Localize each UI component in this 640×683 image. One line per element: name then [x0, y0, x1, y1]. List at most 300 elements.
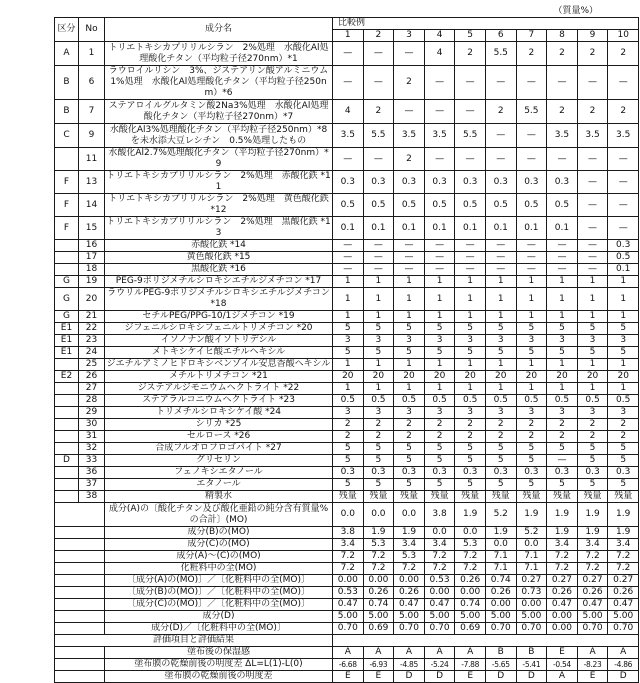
value-cell: 1 [363, 359, 394, 371]
evaluation-value-cell: D [424, 671, 455, 683]
summary-row [55, 575, 639, 587]
value-cell: 0.5 [455, 194, 486, 217]
value-cell: — [333, 252, 364, 264]
value-cell: — [424, 148, 455, 171]
component-name-cell: メチルトリメチコン *21 [105, 371, 333, 383]
component-row [55, 347, 639, 359]
summary-label-cell: 化粧料中の全(MO) [105, 563, 333, 575]
value-cell: 0.3 [333, 467, 364, 479]
summary-value-cell: 7.1 [516, 551, 547, 563]
summary-label-cell: 〔成分(A)の(MO)〕／〔化粧料中の全(MO)〕 [105, 575, 333, 587]
kubun-cell: C [55, 124, 79, 148]
component-name-cell: 黒酸化鉄 *16 [105, 264, 333, 276]
value-cell: 1 [363, 383, 394, 395]
value-cell: 0.3 [577, 467, 608, 479]
evaluation-value-cell: D [608, 671, 639, 683]
value-cell: 5 [424, 443, 455, 455]
value-cell: 20 [363, 371, 394, 383]
summary-value-cell: 0.47 [424, 599, 455, 611]
component-name-cell: 黄色酸化鉄 *15 [105, 252, 333, 264]
summary-value-cell: 0.0 [455, 527, 486, 539]
value-cell: 2 [608, 419, 639, 431]
value-cell: 1 [577, 276, 608, 288]
value-cell: 2 [516, 431, 547, 443]
value-cell: 1 [333, 383, 364, 395]
value-cell: — [424, 66, 455, 100]
value-cell: 0.5 [485, 395, 516, 407]
value-cell: 5 [485, 443, 516, 455]
summary-value-cell: 0.00 [394, 575, 425, 587]
value-cell: 5 [394, 323, 425, 335]
summary-value-cell: 0.26 [394, 587, 425, 599]
value-cell: 2 [547, 42, 578, 66]
summary-value-cell: 0.00 [547, 623, 578, 635]
value-cell: 5 [516, 479, 547, 491]
value-cell: — [485, 124, 516, 148]
value-cell: 5 [608, 443, 639, 455]
value-cell: 0.5 [547, 395, 578, 407]
summary-value-cell: 0.00 [455, 587, 486, 599]
value-cell: 2 [547, 431, 578, 443]
kubun-cell [55, 264, 79, 276]
value-cell: — [547, 66, 578, 100]
value-cell: 3 [455, 407, 486, 419]
kubun-cell [55, 443, 79, 455]
value-cell: 2 [485, 431, 516, 443]
summary-value-cell: 1.9 [363, 527, 394, 539]
column-header-10: 10 [608, 30, 639, 42]
summary-value-cell: 5.00 [455, 611, 486, 623]
summary-label-cell: 〔成分(B)の(MO)〕／〔化粧料中の全(MO)〕 [105, 587, 333, 599]
value-cell: 0.3 [333, 171, 364, 194]
value-cell: 5 [516, 323, 547, 335]
evaluation-value-cell: E [333, 671, 364, 683]
value-cell: 5 [516, 455, 547, 467]
value-cell: 残量 [333, 491, 364, 503]
value-cell: 20 [608, 371, 639, 383]
value-cell: 残量 [547, 491, 578, 503]
value-cell: 0.3 [394, 171, 425, 194]
value-cell: 3 [485, 335, 516, 347]
summary-value-cell: 5.3 [394, 551, 425, 563]
summary-value-cell: 0.70 [516, 623, 547, 635]
value-cell: 0.3 [547, 467, 578, 479]
evaluation-value-cell: D [394, 671, 425, 683]
value-cell: 20 [547, 371, 578, 383]
value-cell: — [363, 252, 394, 264]
evaluation-value-cell: B [485, 647, 516, 659]
value-cell: — [547, 148, 578, 171]
value-cell: 5 [485, 323, 516, 335]
summary-value-cell: 0.26 [577, 587, 608, 599]
kubun-cell [55, 419, 79, 431]
summary-value-cell: 0.26 [455, 575, 486, 587]
value-cell: — [394, 252, 425, 264]
value-cell: — [333, 66, 364, 100]
evaluation-left-spacer [55, 671, 105, 683]
header-component-name: 成分名 [105, 18, 333, 42]
component-name-cell: ラウロイルリシン 3%、ジステアリン酸アルミニウム 1%処理 水酸化Al処理酸化チタン（平均粒子径250nm）*6 [105, 66, 333, 100]
summary-value-cell: 5.00 [516, 611, 547, 623]
column-header-6: 6 [485, 30, 516, 42]
value-cell: — [394, 264, 425, 276]
component-name-cell: トリメチルシロキシケイ酸 *24 [105, 407, 333, 419]
value-cell: 1 [455, 311, 486, 323]
evaluation-value-cell: -5.65 [485, 659, 516, 671]
summary-value-cell: 7.2 [363, 551, 394, 563]
value-cell: — [455, 264, 486, 276]
value-cell: — [455, 148, 486, 171]
value-cell: — [455, 66, 486, 100]
value-cell: — [577, 252, 608, 264]
component-row [55, 371, 639, 383]
value-cell: 5 [424, 347, 455, 359]
evaluation-value-cell: E [363, 671, 394, 683]
value-cell: 1 [547, 311, 578, 323]
column-header-1: 1 [333, 30, 364, 42]
value-cell: 5 [516, 347, 547, 359]
summary-value-cell: 1.9 [577, 527, 608, 539]
value-cell: — [608, 171, 639, 194]
value-cell: 1 [363, 276, 394, 288]
summary-value-cell: 0.74 [363, 599, 394, 611]
summary-row [55, 611, 639, 623]
value-cell: 1 [394, 288, 425, 311]
value-cell: 5 [455, 347, 486, 359]
value-cell: 5 [455, 443, 486, 455]
value-cell: 0.5 [424, 395, 455, 407]
kubun-cell: E1 [55, 347, 79, 359]
value-cell: — [424, 252, 455, 264]
component-row [55, 323, 639, 335]
summary-left-spacer [55, 503, 105, 527]
no-cell: 17 [79, 252, 105, 264]
value-cell: 5 [547, 323, 578, 335]
no-cell: 9 [79, 124, 105, 148]
value-cell: 5 [455, 455, 486, 467]
column-header-9: 9 [577, 30, 608, 42]
header-row-group [55, 18, 639, 30]
value-cell: 3 [424, 407, 455, 419]
value-cell: 残量 [455, 491, 486, 503]
summary-value-cell: 5.3 [363, 539, 394, 551]
value-cell: — [333, 42, 364, 66]
summary-value-cell: 7.1 [485, 563, 516, 575]
summary-value-cell: 7.2 [547, 551, 578, 563]
component-row [55, 359, 639, 371]
summary-value-cell: 0.26 [547, 587, 578, 599]
column-header-5: 5 [455, 30, 486, 42]
summary-value-cell: 1.9 [577, 503, 608, 527]
no-cell: 21 [79, 311, 105, 323]
value-cell: 0.5 [333, 194, 364, 217]
value-cell: 0.1 [547, 217, 578, 240]
summary-label-cell: 〔成分(C)の(MO)〕／〔化粧料中の全(MO)〕 [105, 599, 333, 611]
value-cell: 0.5 [608, 395, 639, 407]
value-cell: — [577, 240, 608, 252]
value-cell: 0.3 [485, 467, 516, 479]
component-name-cell: 精製水 [105, 491, 333, 503]
summary-value-cell: 0.69 [455, 623, 486, 635]
value-cell: 5.5 [455, 124, 486, 148]
summary-left-spacer [55, 587, 105, 599]
value-cell: 1 [485, 383, 516, 395]
no-cell: 33 [79, 455, 105, 467]
component-name-cell: メトキシケイヒ酸エチルヘキシル [105, 347, 333, 359]
value-cell: 0.5 [455, 395, 486, 407]
value-cell: — [547, 240, 578, 252]
no-cell: 24 [79, 347, 105, 359]
summary-value-cell: 0.47 [608, 599, 639, 611]
value-cell: — [455, 100, 486, 124]
component-name-cell: トリエトキシカプリリルシラン 2%処理 赤酸化鉄 *11 [106, 171, 331, 192]
value-cell: 5 [363, 479, 394, 491]
value-cell: 5 [333, 443, 364, 455]
component-row [55, 240, 639, 252]
value-cell: 1 [547, 288, 578, 311]
evaluation-value-cell: A [333, 647, 364, 659]
value-cell: 3 [363, 335, 394, 347]
summary-label-cell: 成分(A)の〔酸化チタン及び酸化亜鉛の純分含有質量%の合計〕(MO) [105, 503, 333, 527]
value-cell: 5.5 [363, 124, 394, 148]
value-cell: 5 [577, 479, 608, 491]
component-name-cell: トリエトキシカプリリルシラン 2%処理 水酸化Al処理酸化チタン（平均粒子径270nm）*1 [105, 42, 333, 66]
no-cell: 31 [79, 431, 105, 443]
evaluation-value-cell: A [547, 671, 578, 683]
summary-value-cell: 7.2 [547, 563, 578, 575]
value-cell: — [547, 455, 578, 467]
value-cell: 0.5 [577, 395, 608, 407]
summary-value-cell: 5.00 [485, 611, 516, 623]
component-name-cell: ジエチルアミノヒドロキシベンゾイル安息香酸ヘキシル [105, 359, 333, 371]
value-cell: 0.3 [608, 240, 639, 252]
evaluation-value-cell: D [485, 671, 516, 683]
evaluation-value-cell: E [547, 647, 578, 659]
summary-row [55, 587, 639, 599]
value-cell: — [485, 66, 516, 100]
component-row [55, 194, 639, 217]
value-cell: 3 [363, 407, 394, 419]
value-cell: 3 [547, 335, 578, 347]
summary-value-cell: 3.8 [424, 503, 455, 527]
kubun-cell [55, 467, 79, 479]
value-cell: 20 [394, 371, 425, 383]
evaluation-value-cell: D [516, 671, 547, 683]
summary-value-cell: 0.70 [577, 623, 608, 635]
summary-left-spacer [55, 623, 105, 635]
summary-value-cell: 0.27 [608, 575, 639, 587]
summary-left-spacer [55, 563, 105, 575]
header-comparative-examples: 比較例 [333, 18, 639, 30]
value-cell: 2 [333, 431, 364, 443]
summary-value-cell: 1.9 [547, 503, 578, 527]
value-cell: 3.5 [577, 124, 608, 148]
value-cell: 2 [547, 100, 578, 124]
value-cell: — [516, 66, 547, 100]
summary-value-cell: 0.00 [424, 587, 455, 599]
value-cell: — [394, 240, 425, 252]
summary-value-cell: 7.2 [424, 551, 455, 563]
value-cell: 1 [547, 276, 578, 288]
value-cell: 0.3 [424, 171, 455, 194]
value-cell: 0.5 [547, 194, 578, 217]
no-cell: 19 [79, 276, 105, 288]
no-cell: 15 [79, 217, 105, 240]
value-cell: 5 [455, 323, 486, 335]
evaluation-value-cell: A [608, 647, 639, 659]
kubun-cell [55, 407, 79, 419]
value-cell: 5 [516, 443, 547, 455]
summary-value-cell: 3.4 [577, 539, 608, 551]
value-cell: 5 [608, 347, 639, 359]
evaluation-value-cell: -5.41 [516, 659, 547, 671]
value-cell: 1 [394, 276, 425, 288]
no-cell: 16 [79, 240, 105, 252]
component-name-cell: 合成フルオロフロゴパイト *27 [105, 443, 333, 455]
no-cell: 1 [79, 42, 105, 66]
value-cell: 1 [424, 288, 455, 311]
summary-left-spacer [55, 551, 105, 563]
value-cell: 1 [333, 359, 364, 371]
no-cell: 25 [79, 359, 105, 371]
component-name-cell: 水酸化Al3%処理酸化チタン（平均粒子径250nm）*8を未水添大豆レシチン 0.5%処理したもの [105, 124, 333, 148]
value-cell: — [516, 240, 547, 252]
value-cell: 3.5 [333, 124, 364, 148]
value-cell: 1 [394, 383, 425, 395]
value-cell: 5 [394, 347, 425, 359]
value-cell: 残量 [424, 491, 455, 503]
summary-value-cell: 0.70 [608, 623, 639, 635]
summary-value-cell: 1.9 [394, 527, 425, 539]
column-header-4: 4 [424, 30, 455, 42]
summary-value-cell: 0.0 [394, 503, 425, 527]
component-name-cell: PEG-9ポリジメチルシロキシエチルジメチコン *17 [105, 276, 333, 288]
component-row [55, 311, 639, 323]
summary-left-spacer [55, 527, 105, 539]
value-cell: — [608, 194, 639, 217]
summary-value-cell: 5.00 [333, 611, 364, 623]
evaluation-section-title: 評価項目と評価結果 [55, 635, 333, 647]
value-cell: 残量 [485, 491, 516, 503]
value-cell: 1 [577, 359, 608, 371]
value-cell: 2 [485, 419, 516, 431]
value-cell: 2 [608, 42, 639, 66]
summary-value-cell: 1.9 [485, 527, 516, 539]
value-cell: — [547, 264, 578, 276]
value-cell: 20 [455, 371, 486, 383]
summary-row [55, 563, 639, 575]
no-cell: 28 [79, 395, 105, 407]
summary-left-spacer [55, 599, 105, 611]
component-row [55, 383, 639, 395]
value-cell: — [455, 252, 486, 264]
component-row [55, 171, 639, 194]
value-cell: 5 [424, 479, 455, 491]
value-cell: 3 [547, 407, 578, 419]
summary-value-cell: 7.2 [394, 563, 425, 575]
kubun-cell: G [55, 311, 79, 323]
value-cell: — [424, 100, 455, 124]
value-cell: 1 [424, 311, 455, 323]
value-cell: 2 [424, 419, 455, 431]
summary-value-cell: 7.2 [608, 551, 639, 563]
value-cell: 0.3 [455, 467, 486, 479]
value-cell: 5 [394, 443, 425, 455]
value-cell: 0.3 [547, 171, 578, 194]
value-cell: 2 [394, 148, 425, 171]
component-name-cell: ステアラルコニウムヘクトライト *23 [105, 395, 333, 407]
value-cell: 0.3 [394, 467, 425, 479]
evaluation-value-cell: -6.68 [333, 659, 364, 671]
value-cell: 5 [485, 479, 516, 491]
summary-value-cell: 0.26 [608, 587, 639, 599]
summary-value-cell: 0.27 [516, 575, 547, 587]
value-cell: 1 [577, 311, 608, 323]
no-cell: 18 [79, 264, 105, 276]
column-header-7: 7 [516, 30, 547, 42]
column-header-2: 2 [363, 30, 394, 42]
value-cell: 3 [394, 407, 425, 419]
summary-value-cell: 7.1 [516, 563, 547, 575]
evaluation-left-spacer [55, 647, 105, 659]
value-cell: 5 [333, 347, 364, 359]
value-cell: 5 [333, 479, 364, 491]
kubun-cell [55, 252, 79, 264]
value-cell: 1 [455, 383, 486, 395]
summary-value-cell: 1.9 [516, 503, 547, 527]
value-cell: — [516, 148, 547, 171]
summary-value-cell: 0.70 [485, 623, 516, 635]
component-row [55, 217, 639, 240]
value-cell: — [363, 66, 394, 100]
summary-left-spacer [55, 575, 105, 587]
value-cell: 0.5 [424, 194, 455, 217]
evaluation-value-cell: -7.88 [455, 659, 486, 671]
value-cell: 0.3 [455, 171, 486, 194]
value-cell: 3 [516, 335, 547, 347]
value-cell: 5 [577, 347, 608, 359]
component-row [55, 431, 639, 443]
kubun-cell [55, 359, 79, 371]
summary-value-cell: 0.26 [363, 587, 394, 599]
component-name-cell: 赤酸化鉄 *14 [105, 240, 333, 252]
summary-value-cell: 5.2 [516, 527, 547, 539]
kubun-cell: B [55, 66, 79, 100]
column-header-8: 8 [547, 30, 578, 42]
no-cell: 32 [79, 443, 105, 455]
value-cell: 1 [608, 288, 639, 311]
value-cell: — [485, 264, 516, 276]
value-cell: — [608, 148, 639, 171]
value-cell: 1 [577, 288, 608, 311]
value-cell: 5 [608, 479, 639, 491]
component-row [55, 264, 639, 276]
value-cell: 2 [363, 419, 394, 431]
evaluation-section-title-row [55, 635, 639, 647]
summary-value-cell: 0.00 [333, 575, 364, 587]
value-cell: — [547, 252, 578, 264]
kubun-cell [55, 395, 79, 407]
value-cell: 1 [333, 276, 364, 288]
value-cell: 4 [424, 42, 455, 66]
value-cell: 0.3 [608, 467, 639, 479]
evaluation-row [55, 659, 639, 671]
evaluation-value-cell: B [516, 647, 547, 659]
summary-value-cell: 0.70 [424, 623, 455, 635]
summary-value-cell: 3.4 [424, 539, 455, 551]
value-cell: 残量 [577, 491, 608, 503]
summary-value-cell: 5.00 [394, 611, 425, 623]
